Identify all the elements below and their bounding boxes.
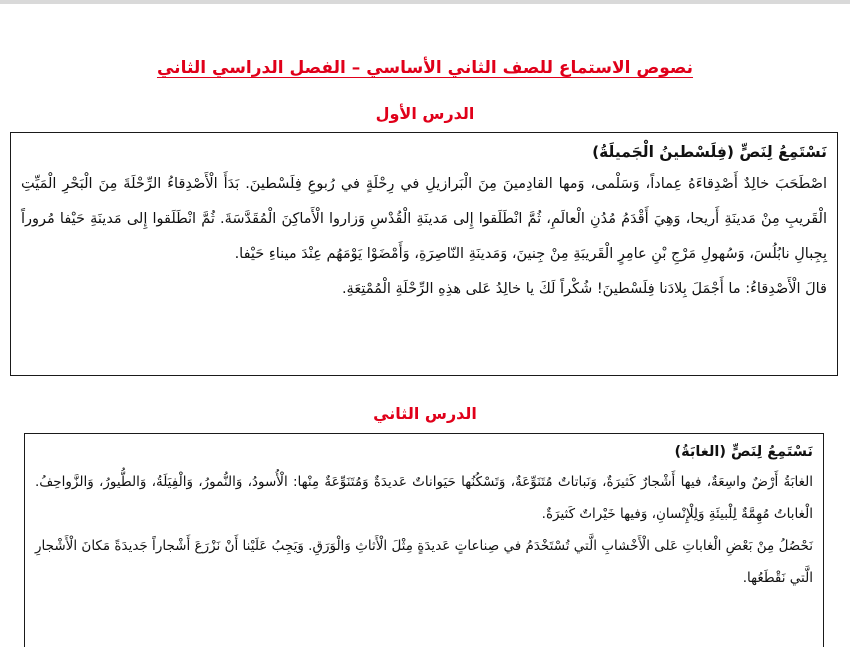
lesson-2-paragraph: الغابَةُ أَرْضٌ واسِعَةٌ، فيها أَشْجارٌ كَثيرَةٌ، وَنَباتاتٌ مُتَنَوِّعَةٌ، وَتَسْكُنُها حَيَواناتٌ عَديدَةٌ وَمُتَنَوِّعَةٌ مِنْها: الْأُسودُ، وَالنُّمورُ، وَالْفِيَلَةُ، وَالطُّيورُ، وَالزَّواحِفُ. الْغاباتُ مُهِمَّةٌ لِلْبيئَةِ وَلِلْإِنْسانِ، وَفيها خَيْراتٌ كَثيرَةٌ. <box>35 474 813 522</box>
lesson-1-heading: الدرس الأول <box>375 104 475 123</box>
lesson-1-paragraph: قالَ الْأَصْدِقاءُ: ما أَجْمَلَ بِلادَنا فِلَسْطينَ! شُكْراً لَكَ يا خالِدُ عَلى هذِهِ الرِّحْلَةِ الْمُمْتِعَةِ. <box>341 281 827 297</box>
document-title: نصوص الاستماع للصف الثاني الأساسي – الفصل الدراسي الثاني <box>156 58 694 78</box>
top-divider <box>0 0 850 4</box>
lesson-1-box <box>10 132 838 376</box>
lesson-2-paragraph: نَحْصُلُ مِنْ بَعْضِ الْغاباتِ عَلى الْأَخْشابِ الَّتي تُسْتَخْدَمُ في صِناعاتٍ عَديدَةٍ مِثْلَ الْأَثاثِ وَالْوَرَقِ. وَيَجِبُ عَلَيْنا أَنْ نَزْرَعَ أَشْجاراً جَديدَةً مَكانَ الْأَشْجارِ الَّتي نَقْطَعُها. <box>35 538 813 586</box>
lesson-1-text-title: نَسْتَمِعُ لِنَصٍّ (فِلَسْطينُ الْجَميلَةُ) <box>592 143 827 161</box>
lesson-2-text-title: نَسْتَمِعُ لِنَصٍّ (الغابَةُ) <box>674 444 813 460</box>
lesson-2-box <box>24 433 824 647</box>
lesson-1-paragraph: اصْطَحَبَ خالِدٌ أَصْدِقاءَهُ عِماداً، وَسَلْمى، وَمها القادِمينَ مِنَ الْبَرازيلِ في رِحْلَةٍ في رُبوعِ فِلَسْطينَ. بَدَأَ الْأَصْدِقاءُ الرِّحْلَةَ مِنَ الْبَحْرِ الْمَيِّتِ الْقَريبِ مِنْ مَدينَةِ أَريحا، وَهِيَ أَقْدَمُ مُدُنِ الْعالَمِ، ثُمَّ انْطَلَقوا إِلى مَدينَةِ الْقُدْسِ وَزاروا الْأَماكِنَ الْمُقَدَّسَةَ. ثُمَّ انْطَلَقوا إِلى مَدينَةِ حَيْفا مُروراً بِجِبالِ نابُلُسَ، وَسُهولِ مَرْجِ بْنِ عامِرٍ الْقَريبَةِ مِنْ جِنينَ، وَمَدينَةِ النّاصِرَةِ، وَأَمْضَوْا يَوْمَهُم عِنْدَ ميناءِ حَيْفا. <box>21 176 827 262</box>
lesson-2-heading: الدرس الثاني <box>373 404 477 423</box>
